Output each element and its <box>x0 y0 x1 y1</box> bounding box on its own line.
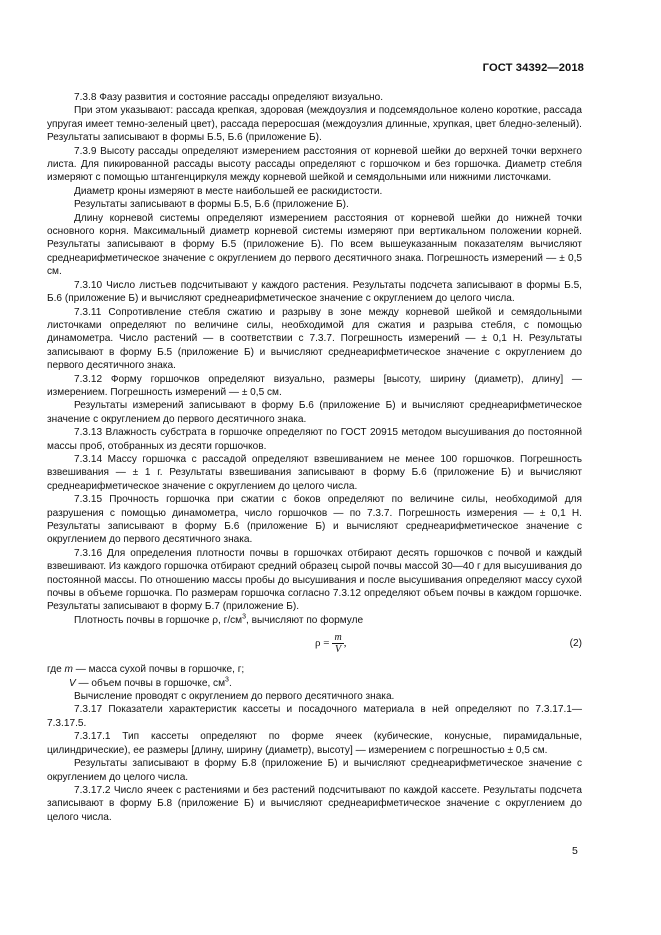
formula-denominator: V <box>335 644 342 656</box>
density-sup: 3 <box>242 613 247 621</box>
formula-fraction <box>332 632 343 655</box>
where-prefix: где <box>47 664 62 676</box>
paragraph-7-3-15: 7.3.15 Прочность горшочка при сжатии с боков определяют по величине силы, необходимой для разрушения с помощью динамометра, число горшочков — по 7.3.7. Погрешность измерения — ± 0,1 Н. Результаты записывают в форму Б.6 (приложение Б) и вычисляют среднеарифметическое значение с округлением до первого десятичного знака. <box>47 494 582 546</box>
formula-block <box>47 631 582 657</box>
where-v-desc: — объем почвы в горшочке, см <box>75 677 226 689</box>
paragraph-7-3-13: 7.3.13 Влажность субстрата в горшочке определяют по ГОСТ 20915 методом высушивания до постоянной массы проб, отобранных из десяти горшочков. <box>47 427 582 452</box>
paragraph-7-3-10: 7.3.10 Число листьев подсчитывают у каждого растения. Результаты подсчета записывают в формы Б.5, Б.6 (приложение Б) и вычисляют среднеарифметическое значение с округлением до целого числа. <box>47 279 582 305</box>
density-formula <box>315 632 346 655</box>
formula-numerator: m <box>334 632 342 644</box>
where-m-desc: — масса сухой почвы в горшочке, г; <box>72 664 245 676</box>
where-m-symbol: m <box>64 664 73 676</box>
paragraph: Результаты записывают в форму Б.8 (приложение Б) и вычисляют среднеарифметическое значение с округлением до целого числа. <box>47 758 582 783</box>
paragraph: Длину корневой системы определяют измерением расстояния от корневой шейки до нижней точки основного корня. Максимальный диаметр корневой системы измеряют при вертикальном положении корней. Результаты записывают в форму Б.5 (приложение Б). По всем вышеуказанным показателям вычисляют среднеарифметическое значение с округлением до первого десятичного знака. Погрешность измерений — ± 0,5 см. <box>47 212 582 278</box>
paragraph-7-3-17: 7.3.17 Показатели характеристик кассеты и посадочного материала в ней определяют по 7.3.17.1—7.3.17.5. <box>47 704 582 729</box>
paragraph: Результаты измерений записывают в форму Б.6 (приложение Б) и вычисляют среднеарифметическое значение с округлением до первого десятичного знака. <box>47 400 582 425</box>
density-text: Плотность почвы в горшочке ρ, г/см <box>74 614 243 626</box>
where-v-symbol: V <box>69 677 76 689</box>
paragraph: При этом указывают: рассада крепкая, здоровая (междоузлия и подсемядольное колено короткие, рассада упругая имеет темно-зеленый цвет), рассада переросшая (междоузлия длинные, хрупкая, цвет бледно-зеленый). Результаты записывают в формы Б.5, Б.6 (приложение Б). <box>47 105 582 144</box>
paragraph: Результаты записывают в формы Б.5, Б.6 (приложение Б). <box>74 199 349 211</box>
paragraph: Диаметр кроны измеряют в месте наибольшей ее раскидистости. <box>74 185 383 197</box>
paragraph-7-3-17-1: 7.3.17.1 Тип кассеты определяют по форме ячеек (кубические, конусные, пирамидальные, цилиндрические), ее размеры [длину, ширину (диаметр), высоту] — измерением с погрешностью ± 0,5 см. <box>47 731 582 756</box>
where-m <box>47 663 582 676</box>
formula-trail: , <box>343 637 347 650</box>
paragraph-7-3-17-2: 7.3.17.2 Число ячеек с растениями и без растений подсчитывают по каждой кассете. Результаты подсчета записывают в форму Б.8 (приложение Б) и вычисляют среднеарифметическое значение с округлением до целого числа. <box>47 784 582 823</box>
document-body <box>47 91 582 824</box>
paragraph-7-3-11: 7.3.11 Сопротивление стебля сжатию и разрыву в зоне между корневой шейкой и семядольными листочками определяют по величине силы, необходимой для сжатия и разрыва стебля, с помощью динамометра. Число растений — в соответствии с 7.3.7. Погрешность измерений — ± 0,1 Н. Результаты записывают в форму Б.5 (приложение Б) и вычисляют среднеарифметическое значение с округлением до первого десятичного знака. <box>47 306 582 372</box>
formula-number: (2) <box>569 638 582 650</box>
paragraph-7-3-9: 7.3.9 Высоту рассады определяют измерением расстояния от корневой шейки до верхней точки верхнего листа. Для пикированной рассады высоту рассады определяют с горшочком и без горшочка. Диаметр стебля измеряют с помощью штангенциркуля между корневой шейкой и семядольными или нижними листочками. <box>47 145 582 184</box>
page-number: 5 <box>572 845 578 857</box>
paragraph-7-3-16: 7.3.16 Для определения плотности почвы в горшочках отбирают десять горшочков с почвой и каждый взвешивают. Из каждого горшочка отбирают средний образец сырой почвы массой 30—40 г для высушивания до постоянной массы. По отношению массы пробы до высушивания и после высушивания определяют массу сухой почвы в объеме горшочка. По размерам горшочка согласно 7.3.12 определяют объем почвы в каждом горшочке. Результаты записывают в форму Б.7 (приложение Б). <box>47 547 582 613</box>
where-v-sup: 3 <box>225 676 229 684</box>
formula-lhs: ρ = <box>315 637 330 650</box>
paragraph-density-intro <box>47 614 582 627</box>
density-tail: , вычисляют по формуле <box>246 614 364 626</box>
paragraph-7-3-8: 7.3.8 Фазу развития и состояние рассады определяют визуально. <box>74 92 384 103</box>
paragraph: Вычисление проводят с округлением до первого десятичного знака. <box>74 691 395 703</box>
paragraph-7-3-14: 7.3.14 Массу горшочка с рассадой определяют взвешиванием не менее 100 горшочков. Погрешность взвешивания — ± 1 г. Результаты взвешивания записывают в форму Б.6 (приложение Б) и вычисляют среднеарифметическое значение с округлением до целого числа. <box>47 453 582 492</box>
where-v <box>69 677 582 690</box>
standard-header: ГОСТ 34392—2018 <box>482 62 584 74</box>
where-v-end: . <box>228 677 232 689</box>
paragraph-7-3-12: 7.3.12 Форму горшочков определяют визуально, размеры [высоту, ширину (диаметр), длину] — измерением. Погрешность измерений — ± 0,5 см. <box>47 373 582 398</box>
